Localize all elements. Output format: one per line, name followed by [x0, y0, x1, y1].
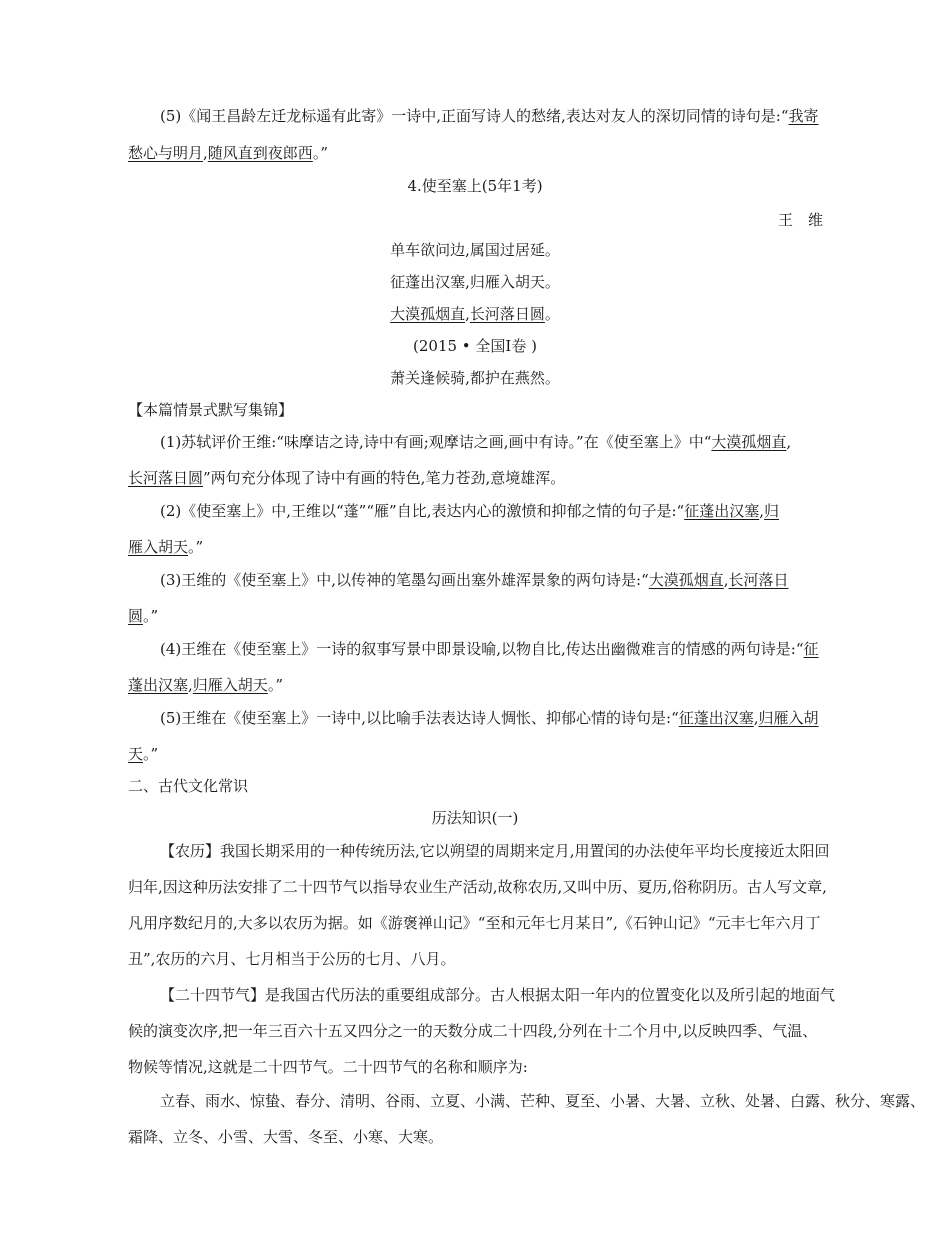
poem-source-note: (2015 • 全国Ⅰ卷 )	[413, 337, 537, 355]
para1-line1: 【农历】我国长期采用的一种传统历法,它以朔望的周期来定月,用置闰的办法使年平均长度接近太阳回	[160, 842, 830, 860]
para2-line3: 物候等情况,这就是二十四节气。二十四节气的名称和顺序为:	[128, 1058, 528, 1076]
section-2-heading: 二、古代文化常识	[128, 777, 249, 795]
item-answer: 大漠孤烟直	[711, 433, 787, 451]
q5-prefix: (5)《闻王昌龄左迁龙标遥有此寄》一诗中,正面写诗人的愁绪,表达对友人的深切同情的诗句是:“	[160, 107, 789, 125]
collection-item-2-line1	[160, 501, 779, 521]
poem-line-3-b: 长河落日圆	[469, 305, 545, 323]
q5-intro-line2	[128, 143, 328, 163]
item-suffix: 。”	[143, 607, 159, 625]
item-suffix: 。”	[267, 676, 283, 694]
comma: ,	[465, 305, 470, 323]
item-answer: 雁入胡天	[128, 538, 189, 556]
item-answer: 归雁入胡天	[192, 676, 268, 694]
solar-terms-line2: 霜降、立冬、小雪、大雪、冬至、小寒、大寒。	[128, 1128, 444, 1146]
poem-line-1: 单车欲问边,属国过居延。	[390, 241, 560, 259]
item-answer: 蓬出汉塞	[128, 676, 189, 694]
para2-line2: 候的演变次序,把一年三百六十五又四分之一的天数分成二十四段,分列在十二个月中,以反映四季、气温、	[128, 1022, 818, 1040]
item-answer: 归雁入胡	[758, 709, 819, 727]
poem-heading: 4.使至塞上(5年1考)	[407, 177, 543, 195]
collection-item-5-line1	[160, 708, 819, 728]
comma: ,	[723, 571, 729, 589]
collection-item-1-line2	[128, 468, 565, 488]
para1-line3: 凡用序数纪月的,大多以农历为据。如《游褒禅山记》“至和元年七月某日”,《石钟山记》“元丰七年六月丁	[128, 914, 821, 932]
poem-line-2: 征蓬出汉塞,归雁入胡天。	[390, 273, 560, 291]
comma: ,	[759, 502, 764, 520]
item-answer: 长河落日圆	[128, 469, 204, 487]
q5-answer-b: 愁心与明月	[128, 144, 204, 162]
item-suffix: ”两句充分体现了诗中有画的特色,笔力苍劲,意境雄浑。	[203, 469, 566, 487]
item-answer: 归	[763, 502, 779, 520]
para1-line4: 丑”,农历的六月、七月相当于公历的七月、八月。	[128, 950, 456, 968]
para1-line2: 归年,因这种历法安排了二十四节气以指导农业生产活动,故称农历,又叫中历、夏历,俗称阴历。古人写文章,	[128, 878, 827, 896]
q5-intro-line1	[160, 106, 819, 126]
poem-line-4: 萧关逢候骑,都护在燕然。	[390, 369, 560, 387]
item-prefix: (3)王维的《使至塞上》中,以传神的笔墨勾画出塞外雄浑景象的两句诗是:“	[160, 571, 649, 589]
comma: ,	[786, 433, 792, 451]
poem-author: 王 维	[778, 211, 824, 229]
item-answer: 圆	[128, 607, 144, 625]
para2-line1: 【二十四节气】是我国古代历法的重要组成部分。古人根据太阳一年内的位置变化以及所引起的地面气	[160, 986, 836, 1004]
period: 。	[544, 305, 560, 323]
item-answer: 天	[128, 745, 144, 763]
q5-suffix: 。”	[312, 144, 328, 162]
solar-terms-line1: 立春、雨水、惊蛰、春分、清明、谷雨、立夏、小满、芒种、夏至、小暑、大暑、立秋、处暑、白露、秋分、寒露、	[160, 1092, 926, 1110]
item-answer: 大漠孤烟直	[648, 571, 724, 589]
poem-line-3	[0, 304, 950, 324]
collection-item-1-line1	[160, 432, 791, 452]
item-answer: 征蓬出汉塞	[684, 502, 760, 520]
item-prefix: (1)苏轼评价王维:“味摩诘之诗,诗中有画;观摩诘之画,画中有诗。”在《使至塞上》中“	[160, 433, 712, 451]
collection-item-4-line2	[128, 675, 283, 695]
poem-line-3-a: 大漠孤烟直	[390, 305, 466, 323]
q5-answer-c: 随风直到夜郎西	[207, 144, 313, 162]
item-prefix: (5)王维在《使至塞上》一诗中,以比喻手法表达诗人惆怅、抑郁心情的诗句是:“	[160, 709, 679, 727]
comma: ,	[188, 676, 193, 694]
item-prefix: (2)《使至塞上》中,王维以“蓬”“雁”自比,表达内心的激愤和抑郁之情的句子是:“	[160, 502, 685, 520]
item-suffix: 。”	[188, 538, 204, 556]
item-suffix: 。”	[143, 745, 159, 763]
comma: ,	[203, 144, 208, 162]
q5-answer-a: 我寄	[788, 107, 819, 125]
collection-heading: 【本篇情景式默写集锦】	[128, 401, 294, 419]
collection-item-4-line1	[160, 639, 819, 659]
item-answer: 长河落日	[728, 571, 789, 589]
item-answer: 征蓬出汉塞	[678, 709, 754, 727]
collection-item-5-line2	[128, 744, 158, 764]
item-answer: 征	[803, 640, 819, 658]
section-2-subheading: 历法知识(一)	[431, 809, 519, 827]
collection-item-3-line2	[128, 606, 158, 626]
comma: ,	[753, 709, 759, 727]
collection-item-3-line1	[160, 570, 789, 590]
collection-item-2-line2	[128, 537, 203, 557]
item-prefix: (4)王维在《使至塞上》一诗的叙事写景中即景设喻,以物自比,传达出幽微难言的情感的两句诗是:“	[160, 640, 804, 658]
